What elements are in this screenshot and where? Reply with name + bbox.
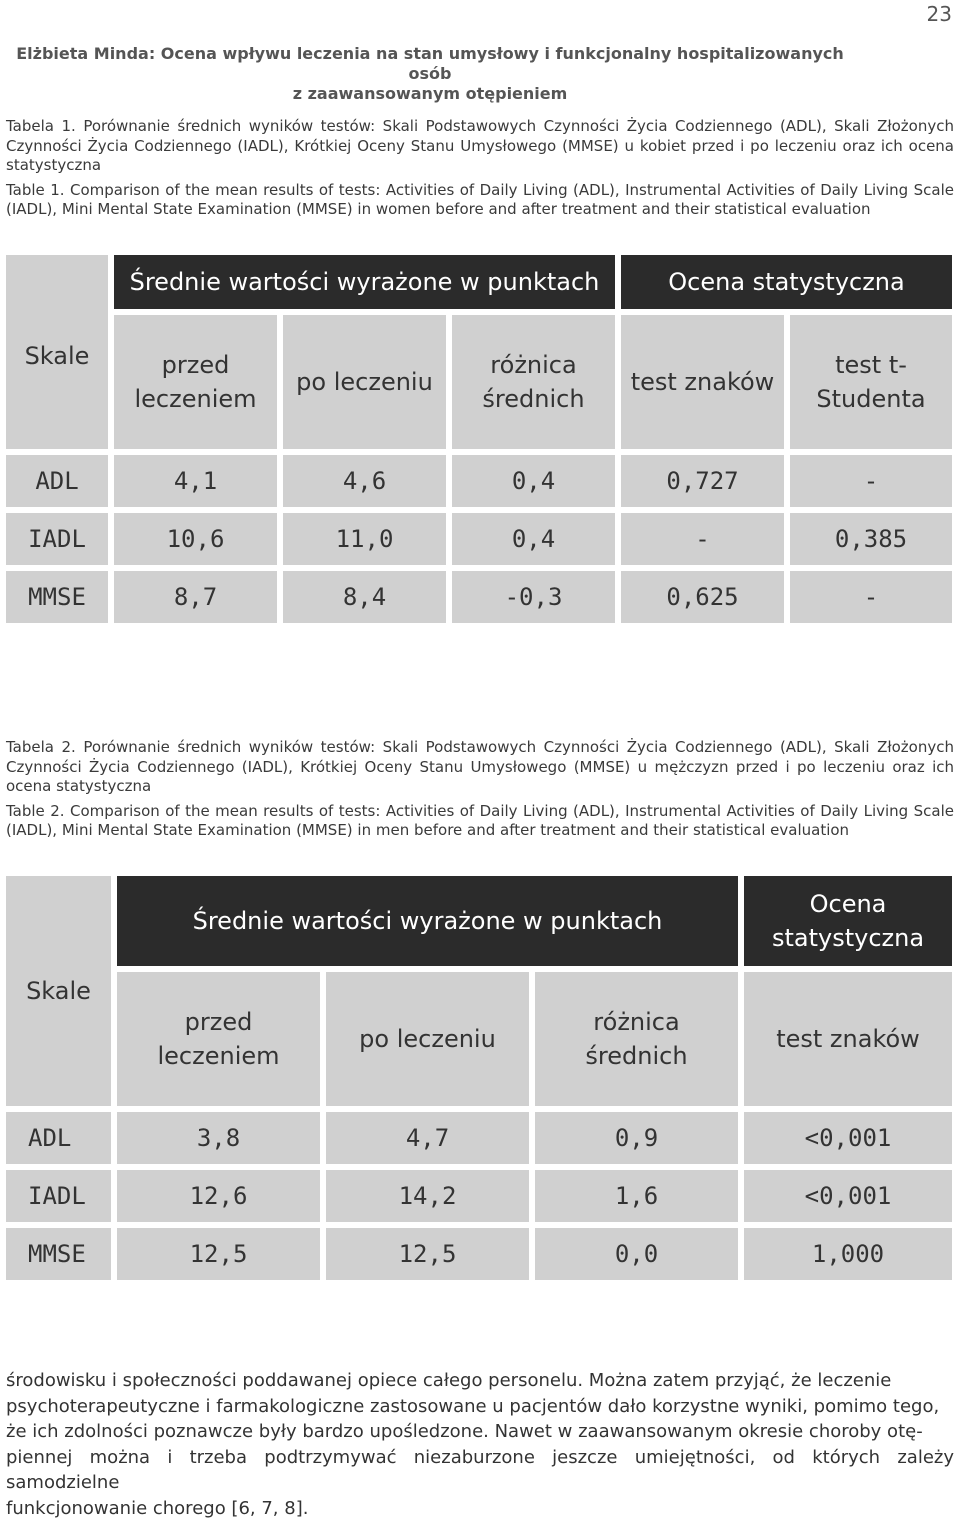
table1-cell: 0,625 [621, 571, 784, 623]
table2-col-diff: różnica średnich [535, 972, 738, 1106]
running-head [0, 44, 860, 104]
table1-cell: 8,4 [283, 571, 446, 623]
table1-caption-pl: Tabela 1. Porównanie średnich wyników testów: Skali Podstawowych Czynności Życia Codziennego (ADL), Skali Złożonych Czynności Życia Codziennego (IADL), Krótkiej Oceny Stanu Umysłowego (MMSE) u kobiet przed i po leczeniu oraz ich ocena statystyczna [6, 117, 954, 176]
body-text-line: środowisku i społeczności poddawanej opiece całego personelu. Można zatem przyjąć, że leczenie [6, 1368, 954, 1394]
table1-cell: 0,385 [790, 513, 952, 565]
table1-cell: 4,1 [114, 455, 277, 507]
running-head-line-1: Elżbieta Minda: Ocena wpływu leczenia na stan umysłowy i funkcjonalny hospitalizowanych osób [0, 44, 860, 84]
body-text-line: piennej można i trzeba podtrzymywać niezaburzone jeszcze umiejętności, od których zależy samodzielne [6, 1445, 954, 1496]
table1-cell: 11,0 [283, 513, 446, 565]
table2-col-after: po leczeniu [326, 972, 529, 1106]
table1-cell: 8,7 [114, 571, 277, 623]
table2-row-scale: ADL [6, 1112, 111, 1164]
table1-cell: 4,6 [283, 455, 446, 507]
table2-caption-pl: Tabela 2. Porównanie średnich wyników testów: Skali Podstawowych Czynności Życia Codziennego (ADL), Skali Złożonych Czynności Życia Codziennego (IADL), Krótkiej Oceny Stanu Umysłowego (MMSE) u mężczyzn przed i po leczeniu oraz ich ocena statystyczna [6, 738, 954, 797]
table1-cell: 0,4 [452, 455, 615, 507]
table2-cell: 12,5 [326, 1228, 529, 1280]
table1-caption-en: Table 1. Comparison of the mean results of tests: Activities of Daily Living (ADL), Instrumental Activities of Daily Living Scale (IADL), Mini Mental State Examination (MMSE) in women before and after treatment and their statistical evaluation [6, 181, 954, 220]
table2-cell: 3,8 [117, 1112, 320, 1164]
table2-cell: 0,9 [535, 1112, 738, 1164]
table2-col-before: przed leczeniem [117, 972, 320, 1106]
table2-caption [6, 738, 954, 846]
table1-cell: -0,3 [452, 571, 615, 623]
table2-cell: 12,5 [117, 1228, 320, 1280]
table2-cell: <0,001 [744, 1170, 952, 1222]
table1-cell: 0,4 [452, 513, 615, 565]
table1-row-scale: IADL [6, 513, 108, 565]
running-head-line-2: z zaawansowanym otępieniem [0, 84, 860, 104]
table1-cell: - [790, 571, 952, 623]
table1-group-header-means: Średnie wartości wyrażone w punktach [114, 255, 615, 309]
table2-group-header-means: Średnie wartości wyrażone w punktach [117, 876, 738, 966]
table2-group-header-stats: Ocena statystyczna [744, 876, 952, 966]
table1-col-after: po leczeniu [283, 315, 446, 449]
table1-caption [6, 117, 954, 225]
table1-cell: - [621, 513, 784, 565]
table1-cell: 10,6 [114, 513, 277, 565]
table2-cell: 12,6 [117, 1170, 320, 1222]
table2-caption-en: Table 2. Comparison of the mean results of tests: Activities of Daily Living (ADL), Instrumental Activities of Daily Living Scale (IADL), Mini Mental State Examination (MMSE) in men before and after treatment and their statistical evaluation [6, 802, 954, 841]
table2-cell: 1,6 [535, 1170, 738, 1222]
table2-scale-header: Skale [6, 974, 111, 1008]
table1-cell: 0,727 [621, 455, 784, 507]
table2-cell: 14,2 [326, 1170, 529, 1222]
table1-scale-header-cell [6, 255, 108, 449]
table2-cell: 0,0 [535, 1228, 738, 1280]
table2 [0, 870, 958, 1286]
body-text-line: psychoterapeutyczne i farmakologiczne zastosowane u pacjentów dało korzystne wyniki, pomimo tego, [6, 1394, 954, 1420]
table2-cell: 4,7 [326, 1112, 529, 1164]
body-text [6, 1368, 954, 1521]
table2-cell: <0,001 [744, 1112, 952, 1164]
body-text-line: funkcjonowanie chorego [6, 7, 8]. [6, 1496, 954, 1521]
table1-group-header-stats: Ocena statystyczna [621, 255, 952, 309]
table2-cell: 1,000 [744, 1228, 952, 1280]
table1-col-t: test t-Studenta [790, 315, 952, 449]
table1-col-before: przed leczeniem [114, 315, 277, 449]
table2-col-sign: test znaków [744, 972, 952, 1106]
table2-scale-header-cell [6, 876, 111, 1106]
table1-scale-header: Skale [6, 339, 108, 373]
table2-row-scale: MMSE [6, 1228, 111, 1280]
table1-cell: - [790, 455, 952, 507]
table1-row-scale: MMSE [6, 571, 108, 623]
body-text-line: że ich zdolności poznawcze były bardzo upośledzone. Nawet w zaawansowanym okresie choroby otę- [6, 1419, 954, 1445]
table1-col-sign: test znaków [621, 315, 784, 449]
table1-col-diff: różnica średnich [452, 315, 615, 449]
table1-row-scale: ADL [6, 455, 108, 507]
page-number: 23 [927, 2, 952, 26]
table1 [0, 249, 958, 629]
table2-row-scale: IADL [6, 1170, 111, 1222]
